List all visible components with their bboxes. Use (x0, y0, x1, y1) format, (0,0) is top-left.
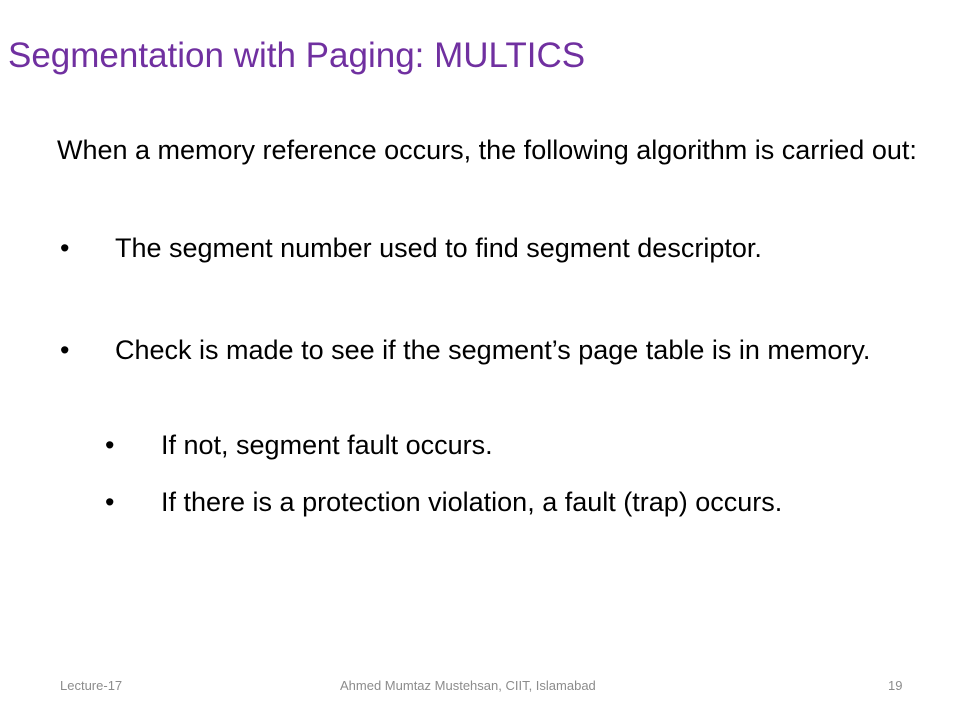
bullet-text: If there is a protection violation, a fault (trap) occurs. (161, 487, 783, 517)
slide-title: Segmentation with Paging: MULTICS (8, 36, 586, 75)
sub-bullet-item (105, 482, 905, 523)
bullet-marker: • (105, 487, 115, 517)
bullet-text: Check is made to see if the segment’s page table is in memory. (115, 335, 871, 365)
bullet-text: If not, segment fault occurs. (161, 430, 493, 460)
footer-page-number: 19 (888, 678, 903, 693)
footer-lecture-label: Lecture-17 (60, 678, 123, 693)
footer-author: Ahmed Mumtaz Mustehsan, CIIT, Islamabad (340, 678, 596, 693)
bullet-item (60, 228, 900, 269)
sub-bullet-item (105, 425, 905, 466)
intro-paragraph: When a memory reference occurs, the following algorithm is carried out: (57, 135, 917, 165)
bullet-item (60, 330, 930, 371)
bullet-marker: • (105, 430, 115, 460)
bullet-marker: • (60, 233, 70, 263)
bullet-marker: • (60, 335, 70, 365)
bullet-text: The segment number used to find segment descriptor. (115, 233, 762, 263)
